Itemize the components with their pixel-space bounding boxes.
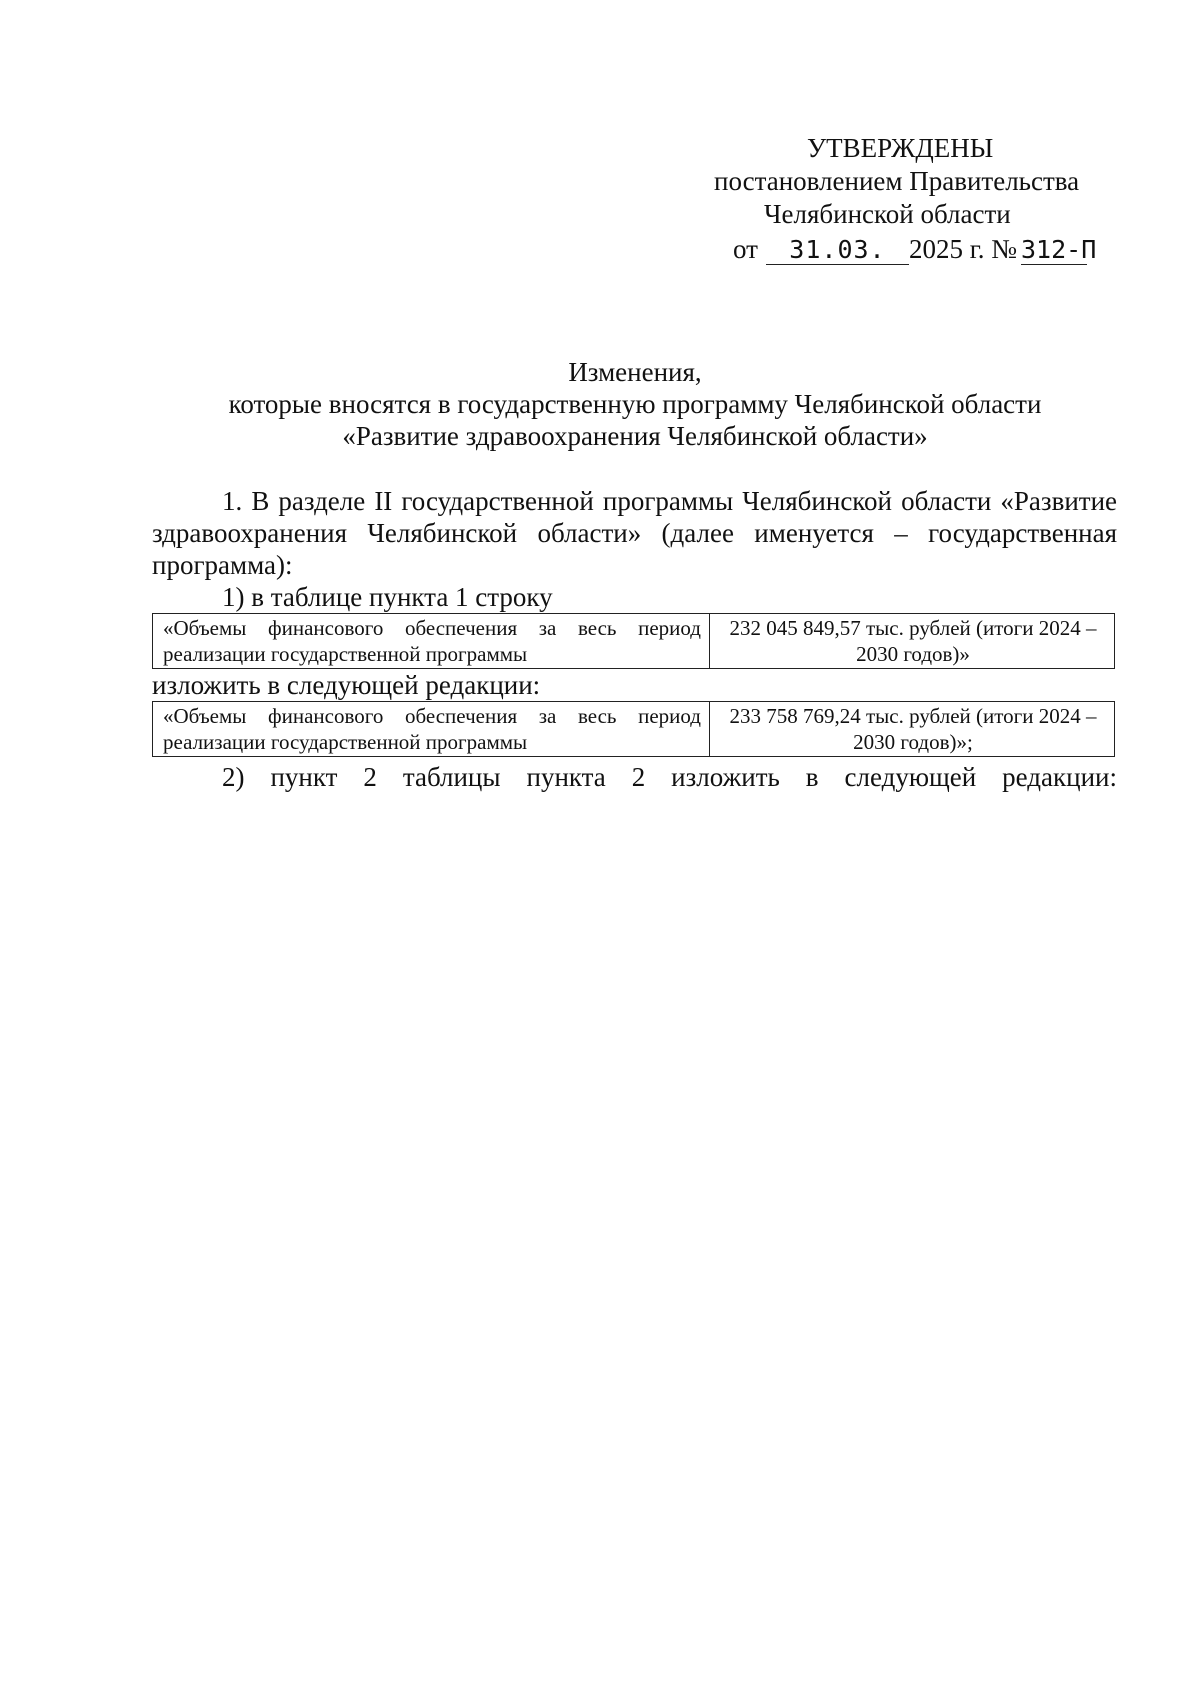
title-line-3: «Развитие здравоохранения Челябинской области»: [342, 421, 928, 451]
title-line-1: Изменения,: [568, 357, 702, 387]
new-row-label: «Объемы финансового обеспечения за весь период реализации государственной программы: [153, 702, 710, 757]
old-row-label: «Объемы финансового обеспечения за весь период реализации государственной программы: [153, 614, 710, 669]
decree-year: 2025 г. №: [908, 234, 1017, 264]
date-prefix: от: [733, 234, 758, 264]
document-body: [152, 485, 1117, 793]
old-row-table: [152, 613, 1115, 669]
paragraph-1: 1. В разделе II государственной программы Челябинской области «Развитие здравоохранения Челябинской области» (далее именуется – государственная программа):: [152, 486, 1117, 580]
new-row-value: 233 758 769,24 тыс. рублей (итоги 2024 – 2030 годов)»;: [710, 702, 1115, 757]
item-1-intro: 1) в таблице пункта 1 строку: [222, 582, 553, 612]
new-row-table: [152, 701, 1115, 757]
table-row: [153, 702, 1115, 757]
approval-heading: УТВЕРЖДЕНЫ: [807, 133, 994, 163]
approval-block: [700, 132, 1120, 266]
decree-number-field: 312-П: [1021, 235, 1097, 264]
item-1-outro: изложить в следующей редакции:: [152, 670, 541, 700]
document-title: [150, 356, 1120, 452]
decree-date-field: 31.03.: [766, 236, 909, 265]
title-line-2: которые вносятся в государственную программу Челябинской области: [228, 389, 1042, 419]
table-row: [153, 614, 1115, 669]
item-2: 2) пункт 2 таблицы пункта 2 изложить в следующей редакции:: [222, 762, 1117, 792]
old-row-value: 232 045 849,57 тыс. рублей (итоги 2024 – 2030 годов)»: [710, 614, 1115, 669]
approval-region-line: Челябинской области: [764, 199, 1011, 229]
approval-decree-line: постановлением Правительства: [714, 166, 1080, 196]
approval-date-line: [700, 233, 1120, 266]
